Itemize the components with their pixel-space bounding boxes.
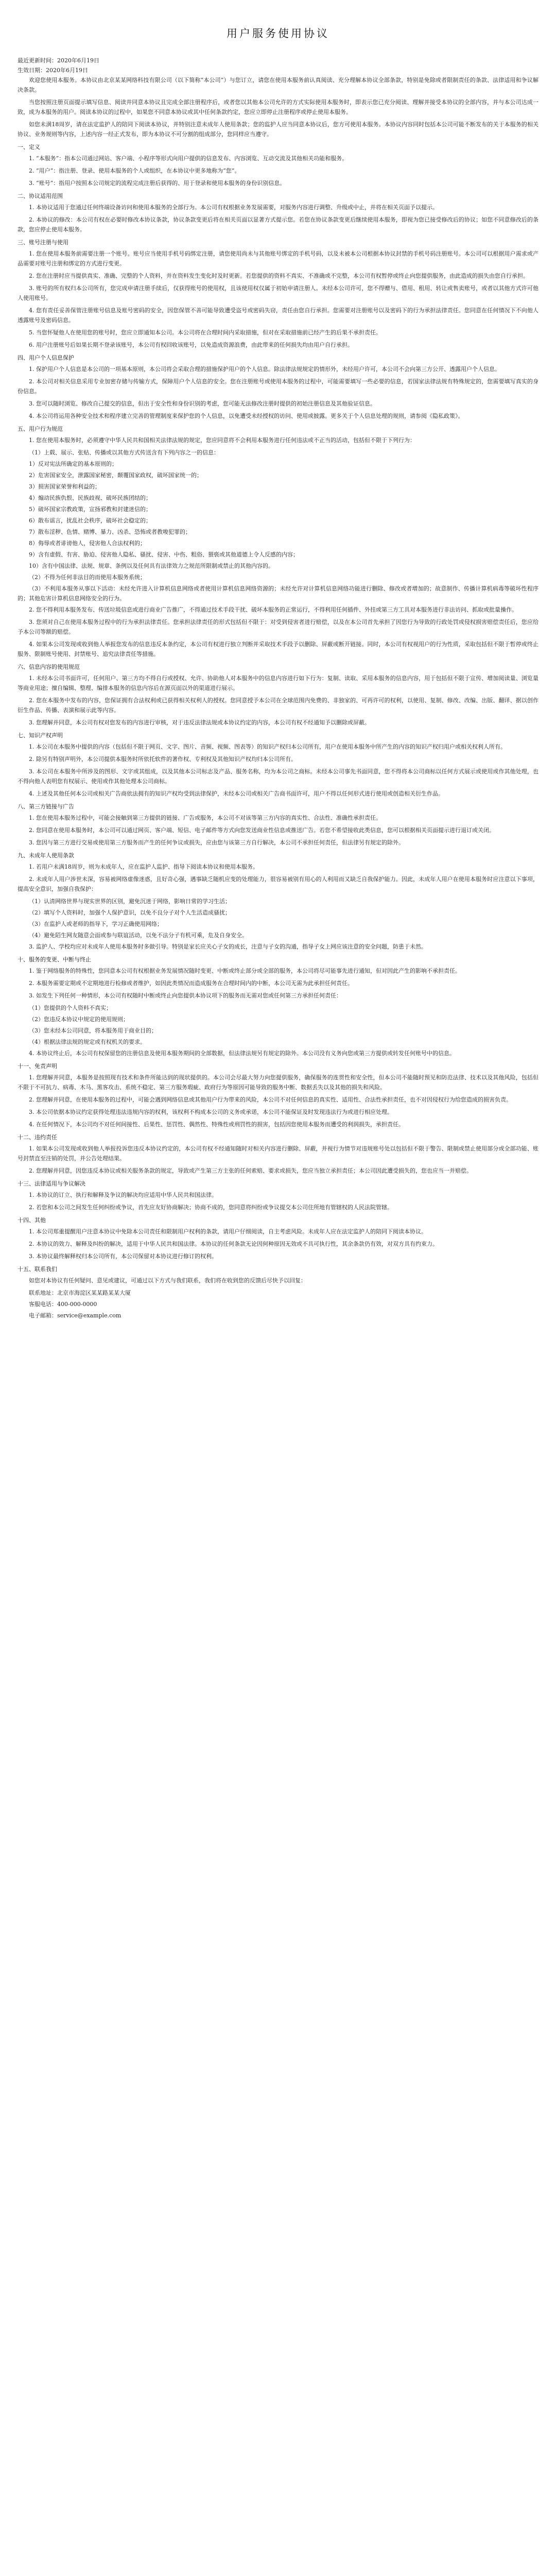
paragraph: 1. 您在使用本服务前需要注册一个账号。账号应当使用手机号码绑定注册，请您使用尚未与其他账号绑定的手机号码，以及未被本公司根据本协议封禁的手机号码注册账号。本公司可以根据用户需求或产品需要对账号注册和绑定的方式进行变更。	[18, 250, 538, 267]
list-item: 9）含有虚假、有害、胁迫、侵害他人隐私、骚扰、侵害、中伤、粗俗、猥亵或其他道德上令人反感的内容；	[29, 551, 299, 558]
agreement-body	[18, 75, 538, 1320]
section-heading: 五、用户行为规范	[18, 426, 63, 432]
section-heading: 九、未成年人使用条款	[18, 852, 74, 859]
section-heading: 十、服务的变更、中断与终止	[18, 956, 91, 963]
paragraph: 如您未满18周岁，请在法定监护人的陪同下阅读本协议，并特别注意未成年人使用条款；您的监护人应当同意本协议后，您方可使用本服务。本协议内容同时包括本公司可能不断发布的关于本服务的相关协议、业务规则等内容，上述内容一经正式发布，即为本协议不可分割的组成部分，您同样应当遵守。	[18, 121, 538, 138]
list-item: 7）散布淫秽、色情、赌博、暴力、凶杀、恐怖或者教唆犯罪的；	[29, 529, 191, 535]
paragraph: 3. 本协议最终解释权归本公司所有，本公司保留对本协议进行修订的权利。	[29, 1253, 217, 1260]
paragraph: 4. 本公司将运用各种安全技术和程序建立完善的管理制度来保护您的个人信息，以免遭受未经授权的访问、使用或披露。更多关于个人信息处理的规则，请参阅《隐私政策》。	[29, 413, 464, 419]
list-item: 1）反对宪法所确定的基本原则的；	[29, 461, 117, 467]
paragraph: 1. 您在使用本服务时，必须遵守中华人民共和国相关法律法规的规定，您应同意将不会利用本服务进行任何违法或不正当的活动，包括但不限于下列行为：	[29, 437, 415, 444]
section-heading: 二、协议适用范围	[18, 193, 63, 199]
list-item: （3）在监护人或老师的指导下，学习正确使用网络；	[29, 921, 163, 927]
paragraph: 3. 您须对自己在使用本服务过程中的行为承担法律责任。您承担法律责任的形式包括但不限于：对受到侵害者进行赔偿，以及在本公司首先承担了因您行为导致的行政处罚或侵权损害赔偿责任后，您应给予本公司等额的赔偿。	[18, 619, 538, 635]
section-heading: 一、定义	[18, 144, 40, 150]
list-item: （1）上载、展示、张贴、传播或以其他方式传送含有下列内容之一的信息：	[29, 449, 219, 456]
list-item: 电子邮箱：service@example.com	[29, 1312, 121, 1319]
paragraph: 2. 您理解并同意，因您违反本协议或相关服务条款的规定，导致或产生第三方主张的任何索赔、要求或损失，您应当独立承担责任；本公司因此遭受损失的，您也应当一并赔偿。	[29, 1167, 472, 1174]
paragraph: 1. 保护用户个人信息是本公司的一项基本原则，本公司将会采取合理的措施保护用户的个人信息。除法律法规规定的情形外，未经用户许可，本公司不会向第三方公开、透露用户个人信息。	[29, 366, 500, 372]
paragraph: 1. 本公司郑重提醒用户注意本协议中免除本公司责任和限制用户权利的条款，请用户仔细阅读，自主考虑风险。未成年人应在法定监护人的陪同下阅读本协议。	[29, 1228, 427, 1235]
list-item: 3）损害国家荣誉和利益的；	[29, 483, 100, 490]
paragraph: 4. 本协议终止后，本公司有权保留您的注册信息及使用本服务期间的全部数据，但法律法规另有规定的除外。本公司没有义务向您或第三方提供或转发任何账号中的信息。	[29, 1050, 455, 1057]
paragraph: 2. 本服务需要定期或不定期地进行检修或者维护，如因此类情况而造成服务在合理时间内的中断，本公司无需为此承担任何责任。	[29, 980, 353, 987]
paragraph: 2. “用户”：指注册、登录、使用本服务的个人或组织，在本协议中更多地称为“您”。	[29, 167, 240, 174]
paragraph: 2. 您同意在使用本服务时，本公司可以通过网页、客户端、短信、电子邮件等方式向您发送商业性信息或推送广告。若您不希望接收此类信息，您可以根据相关页面提示进行退订或关闭。	[29, 827, 495, 834]
paragraph: 4. 如果本公司发现或收到他人举报您发布的信息违反本条约定，本公司有权进行独立判断并采取技术手段予以删除、屏蔽或断开链接。同时，本公司有权视用户的行为性质，采取包括但不限于暂停或终止服务、限制账号使用、封禁账号、追究法律责任等措施。	[18, 641, 538, 657]
paragraph: 1. 若用户未满18周岁，则为未成年人，应在监护人监护、指导下阅读本协议和使用本服务。	[29, 863, 258, 870]
paragraph: 2. 本协议的效力、解释及纠纷的解决，适用于中华人民共和国法律。本协议的任何条款无论因何种原因无效或不具可执行性，其余条款仍有效，对双方具有约束力。	[29, 1241, 438, 1247]
list-item: （3）不利用本服务从事以下活动：未经允许进入计算机信息网络或者使用计算机信息网络资源的；未经允许对计算机信息网络功能进行删除、修改或者增加的；故意制作、传播计算机病毒等破坏性程序的；其他危害计算机信息网络安全的行为。	[18, 585, 538, 602]
section-heading: 四、用户个人信息保护	[18, 354, 74, 361]
paragraph: 3. 监护人、学校均应对未成年人使用本服务时多做引导。特别是家长应关心子女的成长，注意与子女的沟通，指导子女上网应该注意的安全问题，防患于未然。	[29, 943, 427, 950]
paragraph: 4. 在任何情况下，本公司均不对任何间接性、后果性、惩罚性、偶然性、特殊性或刑罚性的损害，包括因您使用本服务而遭受的利润损失，承担责任。	[29, 1121, 404, 1128]
paragraph: 3. 您理解并同意，本公司有权对您发布的内容进行审核，对于违反法律法规或本协议约定的内容，本公司有权不经通知予以删除或屏蔽。	[29, 719, 370, 726]
paragraph: 2. 除另有特别声明外，本公司提供本服务时所依托软件的著作权、专利权及其他知识产权均归本公司所有。	[29, 756, 297, 762]
section-heading: 十一、免责声明	[18, 1063, 57, 1070]
paragraph: 3. 如发生下列任何一种情形，本公司有权随时中断或终止向您提供本协议项下的服务而无需对您或任何第三方承担任何责任：	[29, 992, 342, 999]
list-item: 8）侮辱或者诽谤他人，侵害他人合法权利的；	[29, 540, 146, 547]
paragraph: 5. 当您怀疑他人在使用您的账号时，您应立即通知本公司。本公司将在合理时间内采取措施，但对在采取措施前已经产生的后果不承担责任。	[29, 329, 381, 336]
paragraph: 1. 您在使用本服务过程中，可能会接触到第三方提供的链接、广告或服务，本公司不对该等第三方内容的真实性、合法性、准确性承担责任。	[29, 815, 381, 821]
list-item: （2）不得为任何非法目的而使用本服务系统；	[29, 574, 146, 581]
list-item: （3）您未经本公司同意，将本服务用于商业目的；	[29, 1027, 157, 1034]
paragraph: 当您按照注册页面提示填写信息、阅读并同意本协议且完成全部注册程序后，或者您以其他本公司允许的方式实际使用本服务时，即表示您已充分阅读、理解并接受本协议的全部内容，并与本公司达成一致，成为本服务的用户。阅读本协议的过程中，如果您不同意本协议或其中任何条款约定，您应立即停止注册程序或停止使用本服务。	[18, 99, 538, 115]
paragraph: 1. 本公司在本服务中提供的内容（包括但不限于网页、文字、图片、音频、视频、图表等）的知识产权归本公司所有，用户在使用本服务中所产生的内容的知识产权归用户或相关权利人所有。	[29, 743, 506, 750]
paragraph: 3. 您可以随时浏览、修改自己提交的信息，但出于安全性和身份识别的考虑，您可能无法修改注册时提供的初始注册信息及其他验证信息。	[29, 400, 376, 407]
section-heading: 十二、违约责任	[18, 1134, 57, 1141]
list-item: 5）破坏国家宗教政策，宣扬邪教和封建迷信的；	[29, 506, 151, 513]
effective-date: 生效日期：2020年6月19日	[18, 67, 88, 74]
section-heading: 十五、联系我们	[18, 1266, 57, 1273]
list-item: 4）煽动民族仇恨、民族歧视、破坏民族团结的；	[29, 495, 151, 501]
section-heading: 六、信息内容的使用规范	[18, 664, 80, 670]
paragraph: 欢迎您使用本服务。本协议由北京某某网络科技有限公司（以下简称“本公司”）与您订立，请您在使用本服务前认真阅读、充分理解本协议全部条款，特别是免除或者限制责任的条款、法律适用和争议解决条款。	[18, 77, 538, 93]
list-item: 2）危害国家安全，泄露国家秘密，颠覆国家政权，破坏国家统一的；	[29, 472, 202, 479]
paragraph: 2. 本公司对相关信息采用专业加密存储与传输方式，保障用户个人信息的安全。您在注册账号或使用本服务的过程中，可能需要填写一些必要的信息，若国家法律法规有特殊规定的，您需要填写真实的身份信息。	[18, 378, 538, 395]
list-item: 客服电话：400-000-0000	[29, 1301, 97, 1308]
paragraph: 2. 您不得利用本服务发布、传送垃圾信息或进行商业广告推广，不得通过技术手段干扰、破坏本服务的正常运行，不得利用任何插件、外挂或第三方工具对本服务进行非法访问、抓取或批量操作。	[29, 606, 517, 613]
paragraph: 3. 账号的所有权归本公司所有，您完成申请注册手续后，仅获得账号的使用权，且该使用权仅属于初始申请注册人。未经本公司许可，您不得赠与、借用、租用、转让或售卖账号，或者以其他方式许可他人使用账号。	[18, 285, 538, 301]
paragraph: 1. 鉴于网络服务的特殊性，您同意本公司有权根据业务发展情况随时变更、中断或终止部分或全部的服务，本公司将尽可能事先进行通知，但对因此产生的影响不承担责任。	[29, 968, 461, 974]
document-title: 用户服务使用协议	[227, 27, 329, 40]
section-heading: 十四、其他	[18, 1217, 46, 1224]
last-updated-date: 最近更新时间：2020年6月19日	[18, 57, 99, 64]
list-item: （2）填写个人资料时，加强个人保护意识，以免不良分子对个人生活造成骚扰；	[29, 909, 231, 916]
list-item: （1）认清网络世界与现实世界的区别，避免沉迷于网络，影响日常的学习生活；	[29, 898, 231, 905]
paragraph: 1. 本协议的订立、执行和解释及争议的解决均应适用中华人民共和国法律。	[29, 1192, 217, 1198]
paragraph: 2. 您在本服务中发布的内容，您保证拥有合法权利或已获得相关权利人的授权。您同意授予本公司在全球范围内免费的、非独家的、可再许可的权利，以使用、复制、修改、改编、出版、翻译、据以创作衍生作品、传播、表演和展示此等内容。	[18, 697, 538, 714]
paragraph: 4. 您有责任妥善保管注册账号信息及账号密码的安全，因您保管不善可能导致遭受盗号或密码失窃，责任由您自行承担。您需要对注册账号以及密码下的行为承担法律责任。您同意在任何情况下不向他人透露账号及密码信息。	[18, 307, 538, 324]
section-heading: 八、第三方链接与广告	[18, 803, 74, 810]
paragraph: 2. 若您和本公司之间发生任何纠纷或争议，首先应友好协商解决；协商不成的，您同意将纠纷或争议提交本公司住所地有管辖权的人民法院管辖。	[29, 1204, 393, 1211]
paragraph: 2. 未成年人用户涉世未深，容易被网络虚像迷惑，且好奇心强，遇事缺乏随机应变的处理能力，很容易被别有用心的人利用而又缺乏自我保护能力。因此，未成年人用户在使用本服务时应注意以下事项，提高安全意识，加强自我保护：	[18, 876, 538, 892]
list-item: （4）避免陌生网友随意会面或参与联谊活动，以免不法分子有机可乘，危及自身安全。	[29, 932, 248, 939]
paragraph: 2. 您理解并同意，在使用本服务的过程中，可能会遇到网络信息或其他用户行为带来的风险，本公司不对任何信息的真实性、适用性、合法性承担责任，也不对因侵权行为给您造成的损害负责。	[29, 1096, 512, 1103]
list-item: 6）散布谣言，扰乱社会秩序，破坏社会稳定的；	[29, 517, 151, 524]
paragraph: 1. 您理解并同意，本服务是按照现有技术和条件所能达到的现状提供的。本公司会尽最大努力向您提供服务，确保服务的连贯性和安全性，但本公司不能随时预见和防范法律、技术以及其他风险，包括但不限于不可抗力、病毒、木马、黑客攻击、系统不稳定、第三方服务瑕疵、政府行为等原因可能导致的服务中断、数据丢失以及其他的损失和风险。	[18, 1074, 538, 1091]
paragraph: 2. 您在注册时应当提供真实、准确、完整的个人资料，并在资料发生变化时及时更新。若您提供的资料不真实、不准确或不完整，本公司有权暂停或终止向您提供服务，由此造成的损失由您自行承担。	[29, 273, 529, 279]
paragraph: 4. 上述及其他任何本公司或相关广告商依法拥有的知识产权均受到法律保护，未经本公司或相关广告商书面许可，用户不得以任何形式进行使用或创造相关衍生作品。	[29, 790, 444, 797]
section-heading: 三、账号注册与使用	[18, 239, 68, 246]
paragraph: 1. 未经本公司书面许可，任何用户、第三方均不得自行或授权、允许、协助他人对本服务中的信息内容进行如下行为：复制、读取、采用本服务的信息内容，用于包括但不限于宣传、增加阅读量、浏览量等商业用途；擅自编辑、整理、编排本服务的信息内容后在源页面以外的渠道进行展示。	[18, 675, 538, 691]
list-item: （1）您提供的个人资料不真实；	[29, 1005, 112, 1011]
paragraph: 1. “本服务”：指本公司通过网站、客户端、小程序等形式向用户提供的信息发布、内容浏览、互动交流及其他相关功能和服务。	[29, 155, 348, 162]
paragraph: 3. 本公司依据本协议约定获得处理违法违规内容的权利，该权利不构成本公司的义务或承诺，本公司不能保证及时发现违法行为或进行相应处理。	[29, 1109, 393, 1115]
paragraph: 如您对本协议有任何疑问、意见或建议，可通过以下方式与我们联系，我们将在收到您的反馈后尽快予以回复：	[29, 1277, 306, 1284]
list-item: 10）含有中国法律、法规、规章、条例以及任何具有法律效力之规范所限制或禁止的其他内容的。	[29, 563, 274, 569]
list-item: （2）您违反本协议中规定的使用规则；	[29, 1016, 129, 1023]
paragraph: 1. 如果本公司发现或收到他人举报投诉您违反本协议约定的，本公司有权不经通知随时对相关内容进行删除、屏蔽，并视行为情节对违规账号处以包括但不限于警告、限制或禁止使用部分或全部功能、账号封禁直至注销的处罚，并公告处理结果。	[18, 1145, 538, 1162]
list-item: 联系地址：北京市海淀区某某路某某大厦	[29, 1290, 131, 1296]
paragraph: 6. 用户注册账号后如果长期不登录该账号，本公司有权回收该账号，以免造成资源浪费，由此带来的任何损失均由用户自行承担。	[29, 342, 353, 348]
list-item: （4）根据法律法规的规定或有权机关的要求。	[29, 1039, 146, 1045]
paragraph: 3. “账号”：指用户按照本公司规定的流程完成注册后获得的、用于登录和使用本服务的身份识别信息。	[29, 180, 286, 187]
paragraph: 3. 本公司在本服务中所涉及的图形、文字或其组成，以及其他本公司标志及产品、服务名称，均为本公司之商标。未经本公司事先书面同意，您不得将本公司商标以任何方式展示或使用或作其他处理，也不得向他人表明您有权展示、使用或作其他处理本公司商标。	[18, 768, 538, 785]
paragraph: 1. 本协议适用于您通过任何终端设备访问和使用本服务的全部行为。本公司有权根据业务发展需要，对服务内容进行调整、升级或中止，并将在相关页面予以提示。	[29, 204, 438, 211]
section-heading: 十三、法律适用与争议解决	[18, 1180, 85, 1187]
paragraph: 2. 本协议的修改：本公司有权在必要时修改本协议条款，协议条款变更后将在相关页面以显著方式提示您。若您在协议条款变更后继续使用本服务，即视为您已接受修改后的协议；如您不同意修改后的条款，您应停止使用本服务。	[18, 216, 538, 233]
paragraph: 3. 您因与第三方进行交易或使用第三方服务而产生的任何争议或损失，应由您与该第三方自行解决，本公司不承担任何责任，但法律另有规定的除外。	[29, 839, 404, 846]
section-heading: 七、知识产权声明	[18, 732, 63, 739]
